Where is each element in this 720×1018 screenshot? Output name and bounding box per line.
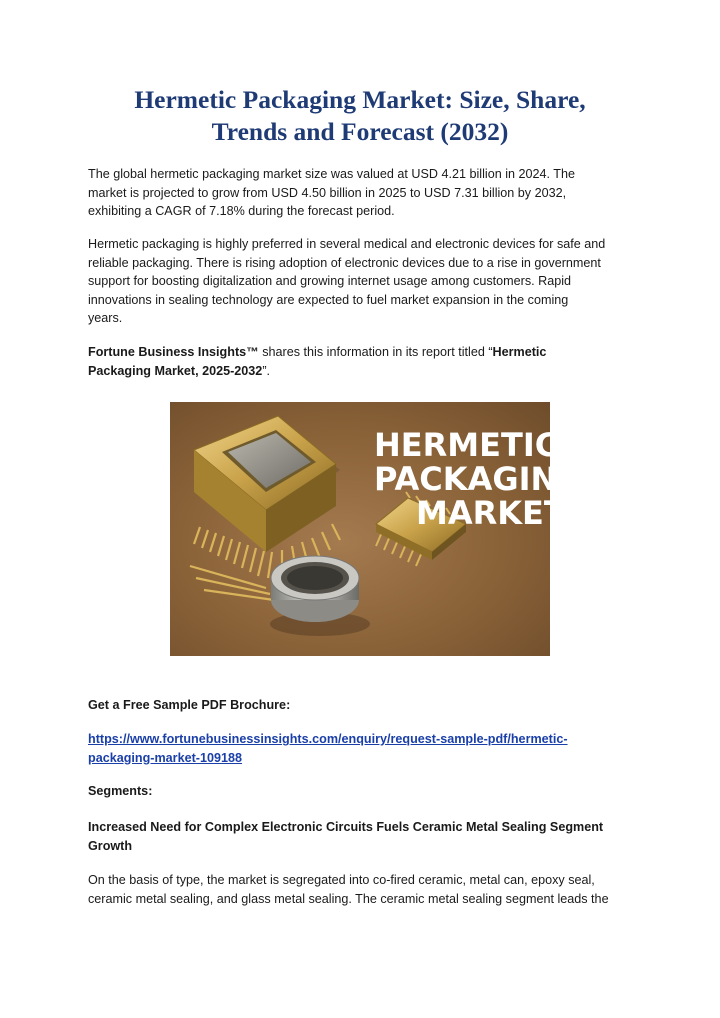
segments-line-1: On the basis of type, the market is segregated into co-fired ceramic, metal can, epoxy seal, xyxy=(88,873,595,887)
body-paragraph xyxy=(88,235,648,328)
body-line-2: reliable packaging. There is rising adoption of electronic devices due to a rise in government xyxy=(88,255,601,270)
segments-line-2: ceramic metal sealing, and glass metal sealing. The ceramic metal sealing segment leads the xyxy=(88,891,609,906)
body-line-3: support for boosting digitalization and growing internet usage among customers. Rapid xyxy=(88,274,572,288)
intro-line-2: market is projected to grow from USD 4.50 billion in 2025 to USD 7.31 billion by 2032, xyxy=(88,185,567,200)
intro-line-3: exhibiting a CAGR of 7.18% during the forecast period. xyxy=(88,204,395,218)
source-paragraph xyxy=(88,343,648,380)
source-report-title-part-1: Hermetic xyxy=(492,345,547,359)
hero-text-line-2: PACKAGING xyxy=(374,460,584,498)
source-end-text: ”. xyxy=(262,363,271,378)
sample-link-line-1[interactable]: https://www.fortunebusinessinsights.com/enquiry/request-sample-pdf/hermetic- xyxy=(88,732,568,746)
segments-heading: Segments: xyxy=(88,784,153,798)
source-line-2 xyxy=(88,362,648,381)
hero-image xyxy=(170,402,584,656)
source-report-title-part-2: Packaging Market, 2025-2032 xyxy=(88,363,263,378)
segment-subheading-line-1: Increased Need for Complex Electronic Circuits Fuels Ceramic Metal Sealing Segment xyxy=(88,820,604,834)
ceramic-chip-package-icon xyxy=(194,416,340,552)
source-mid-text: shares this information in its report titled “ xyxy=(258,345,493,359)
source-line-1 xyxy=(88,343,648,362)
intro-line-1: The global hermetic packaging market size was valued at USD 4.21 billion in 2024. The xyxy=(88,167,575,181)
body-line-5: years. xyxy=(88,311,123,325)
body-line-1: Hermetic packaging is highly preferred in several medical and electronic devices for safe and xyxy=(88,237,606,251)
segments-paragraph xyxy=(88,871,648,908)
segment-subheading xyxy=(88,818,648,855)
metal-can-package-icon xyxy=(190,556,370,636)
sample-link-line-2[interactable]: packaging-market-109188 xyxy=(88,750,243,765)
body-line-4: innovations in sealing technology are expected to fuel market expansion in the coming xyxy=(88,292,569,307)
title-line-2: Trends and Forecast (2032) xyxy=(211,117,509,146)
sample-heading: Get a Free Sample PDF Brochure: xyxy=(88,698,291,712)
intro-paragraph xyxy=(88,165,648,221)
page-title xyxy=(60,84,660,148)
title-line-1: Hermetic Packaging Market: Size, Share, xyxy=(134,85,586,114)
hero-text-line-3: MARKET xyxy=(416,494,566,532)
segment-subheading-line-2: Growth xyxy=(88,838,133,853)
source-brand: Fortune Business Insights™ xyxy=(88,345,259,359)
hero-text-line-1: HERMETIC xyxy=(374,426,559,464)
hero-illustration xyxy=(170,402,584,656)
sample-pdf-link[interactable] xyxy=(88,730,568,767)
